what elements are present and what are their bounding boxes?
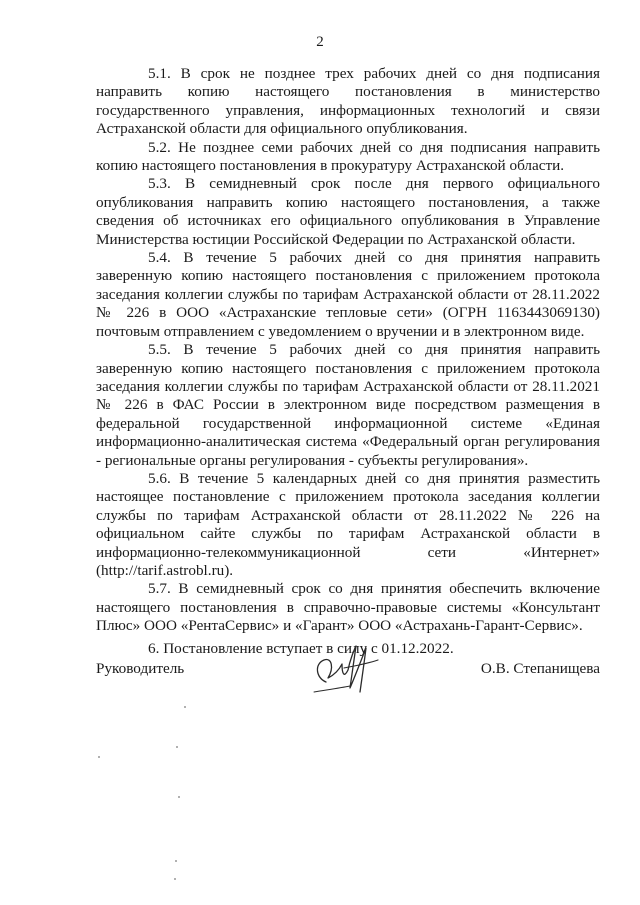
scan-speck bbox=[176, 746, 178, 748]
paragraph-5-2: 5.2. Не позднее семи рабочих дней со дня подписания направить копию настоящего постановления в прокуратуру Астраханской области. bbox=[96, 138, 600, 175]
paragraph-5-7: 5.7. В семидневный срок со дня принятия обеспечить включение настоящего постановления в справочно-правовые системы «Консультант Плюс» ООО «РентаСервис» и «Гарант» ООО «Астрахань-Гарант-Сервис». bbox=[96, 580, 600, 635]
scan-speck bbox=[175, 860, 177, 862]
scan-speck bbox=[184, 706, 186, 708]
handwritten-signature bbox=[306, 638, 386, 702]
body-text bbox=[96, 65, 600, 658]
paragraph-6: 6. Постановление вступает в силу с 01.12.2022. bbox=[148, 639, 454, 657]
scan-speck bbox=[178, 796, 180, 798]
scan-speck bbox=[174, 878, 176, 880]
page-number: 2 bbox=[316, 34, 324, 50]
signature-block bbox=[96, 660, 600, 700]
signatory-name: О.В. Степанищева bbox=[480, 660, 600, 677]
paragraph-5-5: 5.5. В течение 5 рабочих дней со дня принятия направить заверенную копию настоящего постановления с приложением протокола заседания коллегии службы по тарифам Астраханской области от 28.11.2021 № 226 в ФАС России в электронном виде посредством размещения в федеральной государственной информационной системе «Единая информационно-аналитическая система «Федеральный орган регулирования - региональные органы регулирования - субъекты регулирования». bbox=[96, 341, 600, 469]
paragraph-5-6: 5.6. В течение 5 календарных дней со дня принятия разместить настоящее постановление с приложением протокола заседания коллегии службы по тарифам Астраханской области от 28.11.2022 № 226 на официальном сайте службы по тарифам Астраханской области в информационно-телекоммуникационной сети «Интернет» (http://tarif.astrobl.ru). bbox=[96, 469, 600, 579]
paragraph-5-4: 5.4. В течение 5 рабочих дней со дня принятия направить заверенную копию настоящего постановления с приложением протокола заседания коллегии службы по тарифам Астраханской области от 28.11.2022 № 226 в ООО «Астраханские тепловые сети» (ОГРН 1163443069130) почтовым отправлением с уведомлением о вручении и в электронном виде. bbox=[96, 249, 600, 340]
paragraph-5-1: 5.1. В срок не позднее трех рабочих дней со дня подписания направить копию настоящего постановления в министерство государственного управления, информационных технологий и связи Астраханской области для официального опубликования. bbox=[96, 65, 600, 138]
signatory-title: Руководитель bbox=[96, 660, 185, 677]
paragraph-5-3: 5.3. В семидневный срок после дня первого официального опубликования направить копию настоящего постановления, а также сведения об источниках его официального опубликования в Управление Министерства юстиции Российской Федерации по Астраханской области. bbox=[96, 175, 600, 248]
scan-speck bbox=[98, 756, 100, 758]
